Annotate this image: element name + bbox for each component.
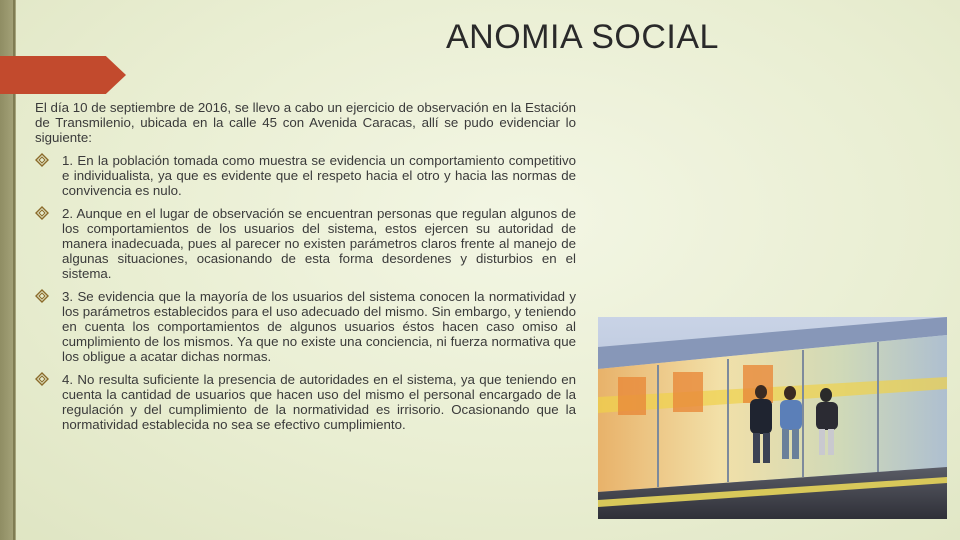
list-item xyxy=(35,206,576,281)
list-item xyxy=(35,153,576,198)
intro-paragraph: El día 10 de septiembre de 2016, se llevo a cabo un ejercicio de observación en la Estación de Transmilenio, ubicada en la calle 45 con Avenida Caracas, allí se pudo evidenciar lo siguiente: xyxy=(35,100,576,145)
title-accent-tab xyxy=(0,56,126,94)
observation-list xyxy=(35,153,576,432)
list-item-text: 3. Se evidencia que la mayoría de los usuarios del sistema conocen la normatividad y los parámetros establecidos para el uso adecuado del mismo. Sin embargo, y teniendo en cuenta los comportamientos de algunos usuarios éstos hacen caso omiso al cumplimiento de los mismos. Ya que no existe una conciencia, ni fuerza normativa que los obligue a acatar dichas normas. xyxy=(62,289,576,364)
diamond-bullet-icon xyxy=(35,206,49,220)
list-item xyxy=(35,289,576,364)
slide-title: ANOMIA SOCIAL xyxy=(446,18,719,56)
transmilenio-station-photo xyxy=(598,317,947,519)
list-item-text: 2. Aunque en el lugar de observación se encuentran personas que regulan algunos de los comportamientos de los usuarios del sistema, estos ejercen su autoridad de manera inadecuada, pues al parecer no existen parámetros claros frente al manejo de algunas situaciones, ocasionando de esta forma desordenes y disturbios en el sistema. xyxy=(62,206,576,281)
diamond-bullet-icon xyxy=(35,289,49,303)
list-item xyxy=(35,372,576,432)
diamond-bullet-icon xyxy=(35,372,49,386)
list-item-text: 1. En la población tomada como muestra se evidencia un comportamiento competitivo e individualista, ya que es evidente que el respeto hacia el otro y hacia las normas de convivencia es nulo. xyxy=(62,153,576,198)
diamond-bullet-icon xyxy=(35,153,49,167)
list-item-text: 4. No resulta suficiente la presencia de autoridades en el sistema, ya que teniendo en cuenta la cantidad de usuarios que hacen uso del mismo el personal encargado de la regulación y del cumplimiento de la normatividad es irrisorio. Ocasionando que la normatividad establecida no sea se efectivo cumplimiento. xyxy=(62,372,576,432)
slide-body xyxy=(35,100,576,440)
